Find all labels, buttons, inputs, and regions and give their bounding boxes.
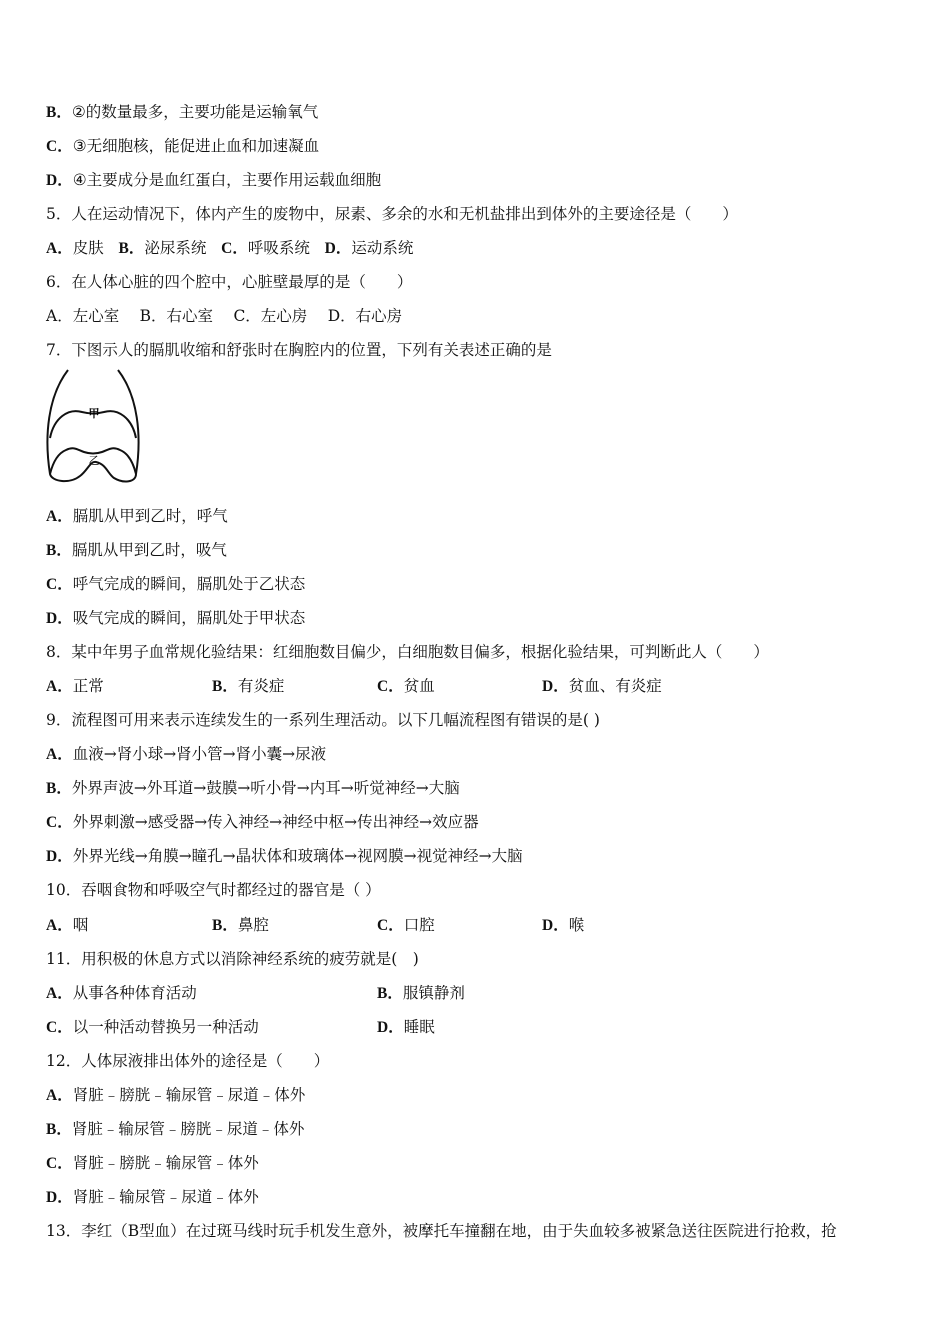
q12-option-a: A．肾脏﹣膀胱﹣输尿管﹣尿道﹣体外 [46, 1086, 306, 1104]
q10-options: A．咽 B．鼻腔 C．口腔 D．喉 [46, 916, 585, 934]
q8-stem: 8．某中年男子血常规化验结果：红细胞数目偏少，白细胞数目偏多，根据化验结果，可判断此人（ ） [46, 643, 769, 661]
q5-stem: 5．人在运动情况下，体内产生的废物中，尿素、多余的水和无机盐排出到体外的主要途径是（ ） [46, 205, 738, 223]
q10-stem: 10．吞咽食物和呼吸空气时都经过的器官是（ ） [46, 881, 381, 899]
q9-option-b: B．外界声波→外耳道→鼓膜→听小骨→内耳→听觉神经→大脑 [46, 779, 460, 797]
q12-option-c: C．肾脏﹣膀胱﹣输尿管﹣体外 [46, 1154, 259, 1172]
q7-option-d: D．吸气完成的瞬间，膈肌处于甲状态 [46, 609, 306, 627]
q12-stem: 12．人体尿液排出体外的途径是（ ） [46, 1052, 330, 1070]
q7-option-b: B．膈肌从甲到乙时，吸气 [46, 541, 227, 559]
q7-option-a: A．膈肌从甲到乙时，呼气 [46, 507, 228, 525]
diaphragm-figure [44, 366, 142, 486]
q12-option-b: B．肾脏﹣输尿管﹣膀胱﹣尿道﹣体外 [46, 1120, 305, 1138]
figure-label-yi: 乙 [88, 454, 100, 467]
q9-option-d: D．外界光线→角膜→瞳孔→晶状体和玻璃体→视网膜→视觉神经→大脑 [46, 847, 523, 865]
figure-label-jia: 甲 [88, 407, 100, 420]
q6-stem: 6．在人体心脏的四个腔中，心脏壁最厚的是（ ） [46, 273, 413, 291]
q4-option-b: B．②的数量最多，主要功能是运输氧气 [46, 103, 319, 121]
q9-stem: 9．流程图可用来表示连续发生的一系列生理活动。以下几幅流程图有错误的是( ) [46, 711, 600, 729]
q12-option-d: D．肾脏﹣输尿管﹣尿道﹣体外 [46, 1188, 259, 1206]
q11-options-row2: C．以一种活动替换另一种活动 D．睡眠 [46, 1018, 435, 1036]
q11-options-row1: A．从事各种体育活动 B．服镇静剂 [46, 984, 465, 1002]
q8-options: A．正常 B．有炎症 C．贫血 D．贫血、有炎症 [46, 677, 662, 695]
q9-option-a: A．血液→肾小球→肾小管→肾小囊→尿液 [46, 745, 327, 763]
q7-stem: 7．下图示人的膈肌收缩和舒张时在胸腔内的位置，下列有关表述正确的是 [46, 341, 552, 359]
q9-option-c: C．外界刺激→感受器→传入神经→神经中枢→传出神经→效应器 [46, 813, 479, 831]
q11-stem: 11．用积极的休息方式以消除神经系统的疲劳就是( ) [46, 950, 419, 968]
q13-stem: 13．李红（B型血）在过斑马线时玩手机发生意外，被摩托车撞翻在地，由于失血较多被紧急送往医院进行抢救，抢 [46, 1222, 837, 1240]
q7-option-c: C．呼气完成的瞬间，膈肌处于乙状态 [46, 575, 306, 593]
q4-option-c: C．③无细胞核，能促进止血和加速凝血 [46, 137, 320, 155]
q4-option-d: D．④主要成分是血红蛋白，主要作用运载血细胞 [46, 171, 382, 189]
q6-options: A．左心室 B．右心室 C．左心房 D．右心房 [46, 307, 403, 325]
q5-options: A．皮肤 B．泌尿系统 C．呼吸系统 D．运动系统 [46, 239, 414, 257]
